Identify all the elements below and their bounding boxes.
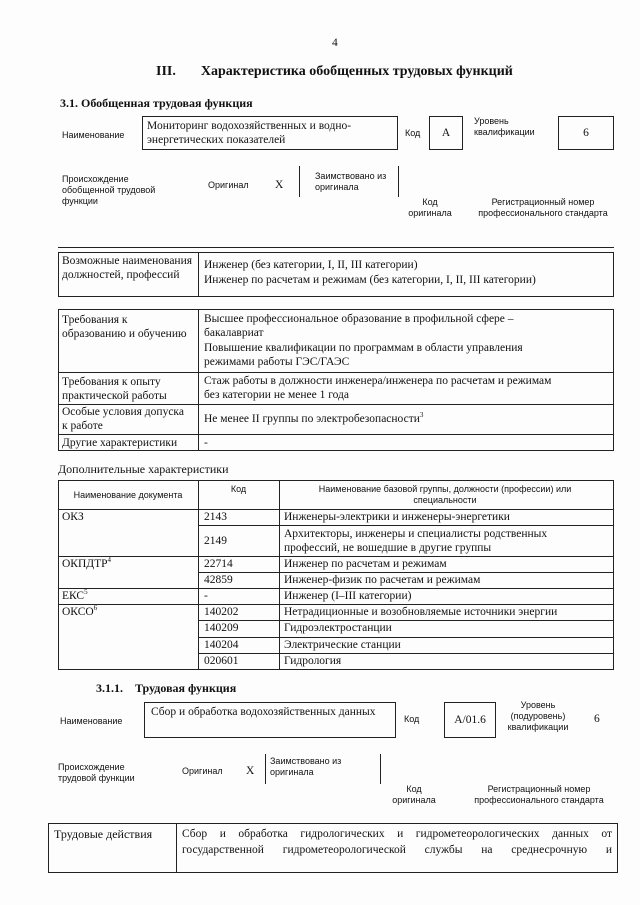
labor-level-label: Уровень (подуровень) квалификации: [507, 700, 569, 732]
education-line4: режимами работы ГЭС/ГАЭС: [204, 356, 350, 368]
section-heading: [156, 64, 513, 80]
labor-name-value: Сбор и обработка водохозяйственных данных: [144, 702, 396, 738]
labor-code-label: Код: [404, 714, 420, 724]
col-code-header: Код: [230, 484, 247, 494]
other-label: Другие характеристики: [62, 437, 178, 449]
row-name: Инженер (I–III категории): [284, 590, 412, 602]
labor-reg-number-label: Регистрационный номер профессионального стандарта: [474, 784, 604, 805]
row-name: Гидрология: [284, 655, 342, 667]
additional-heading: Дополнительные характеристики: [58, 462, 229, 476]
experience-label: Требования к опыту практической работы: [62, 376, 167, 402]
footnote-marker: 6: [93, 604, 98, 613]
experience-line2: без категории не менее 1 года: [204, 389, 350, 401]
labor-code-value: А/01.6: [444, 702, 496, 738]
labor-function-heading: 3.1.1. Трудовая функция: [96, 681, 237, 695]
row-name: Нетрадиционные и возобновляемые источники энергии: [284, 606, 558, 618]
footnote-marker: 5: [84, 588, 88, 597]
labor-actions-label: Трудовые действия: [54, 827, 153, 841]
row-name: Инженер по расчетам и режимам: [284, 558, 447, 570]
labor-origin-label: Происхождение трудовой функции: [58, 762, 135, 783]
gen-original-label: Оригинал: [208, 180, 249, 190]
gen-original-mark: X: [275, 179, 284, 191]
education-label: Требования к образованию и обучению: [62, 314, 187, 340]
col-name-header: Наименование базовой группы, должности (профессии) или специальности: [318, 484, 572, 505]
labor-actions-line2: государственной гидрометеорологической службы на среднесрочную и: [182, 844, 612, 856]
experience-line1: Стаж работы в должности инженера/инженера по расчетам и режимам: [204, 375, 552, 387]
row-code: 2149: [204, 535, 227, 547]
row-code: -: [204, 590, 208, 602]
labor-borrowed-label: Заимствовано из оригинала: [270, 756, 342, 777]
positions-line2: Инженер по расчетам и режимам (без категории, I, II, III категории): [204, 274, 536, 286]
row-code: 140204: [204, 639, 239, 651]
gen-code-value: А: [429, 116, 463, 150]
section-number: III.: [156, 64, 176, 79]
special-label: Особые условия допуска к работе: [62, 406, 184, 432]
gen-level-label: Уровень квалификации: [474, 116, 535, 137]
row-code: 22714: [204, 558, 233, 570]
labor-name-label: Наименование: [60, 716, 123, 726]
row-doc: ЕКС$^5$: [62, 588, 88, 602]
col-doc-header: Наименование документа: [73, 490, 183, 500]
gen-level-value: 6: [558, 116, 614, 150]
gen-code-original-label: Код оригинала: [408, 197, 452, 218]
row-code: 020601: [204, 655, 239, 667]
row-code: 140209: [204, 622, 239, 634]
row-code: 140202: [204, 606, 239, 618]
gen-reg-number-label: Регистрационный номер профессионального стандарта: [478, 197, 608, 218]
row-code: 42859: [204, 574, 233, 586]
other-value: -: [204, 437, 208, 449]
row-code: 2143: [204, 511, 227, 523]
gen-name-label: Наименование: [62, 130, 125, 140]
gen-code-label: Код: [405, 128, 421, 138]
row-name: Гидроэлектростанции: [284, 622, 392, 634]
positions-label: Возможные наименования должностей, профессий: [62, 255, 193, 281]
row-doc: ОКЗ: [62, 511, 84, 523]
row-name: Инженеры-электрики и инженеры-энергетики: [284, 511, 510, 523]
education-line3: Повышение квалификации по программам в области управления: [204, 342, 523, 354]
row-name: Электрические станции: [284, 639, 401, 651]
row-name: Инженер-физик по расчетам и режимам: [284, 574, 481, 586]
labor-actions-line1: Сбор и обработка гидрологических и гидрометеорологических данных от: [182, 828, 612, 840]
labor-original-label: Оригинал: [182, 766, 223, 776]
education-line1: Высшее профессиональное образование в профильной сфере –: [204, 313, 514, 325]
positions-line1: Инженер (без категории, I, II, III категории): [204, 259, 418, 271]
education-line2: бакалавриат: [204, 327, 264, 339]
gen-origin-label: Происхождение обобщенной трудовой функции: [62, 174, 156, 206]
gen-borrowed-label: Заимствовано из оригинала: [315, 171, 387, 192]
special-value: Не менее II группы по электробезопасности$^3$: [204, 411, 424, 425]
gen-name-value: Мониторинг водохозяйственных и водно-энергетических показателей: [142, 116, 398, 150]
footnote-marker: 4: [107, 556, 112, 565]
gen-function-heading: 3.1. Обобщенная трудовая функция: [60, 96, 253, 110]
footnote-marker: 3: [419, 411, 424, 420]
page-number: 4: [332, 37, 338, 49]
row-doc: ОКПДТР$^4$: [62, 556, 112, 570]
row-doc: ОКСО$^6$: [62, 604, 98, 618]
labor-level-value: 6: [594, 713, 600, 725]
labor-code-original-label: Код оригинала: [392, 784, 436, 805]
section-title: Характеристика обобщенных трудовых функций: [200, 64, 513, 79]
labor-original-mark: X: [246, 765, 255, 777]
row-name: Архитекторы, инженеры и специалисты родственных профессий, не вошедшие в другие группы: [284, 528, 548, 554]
